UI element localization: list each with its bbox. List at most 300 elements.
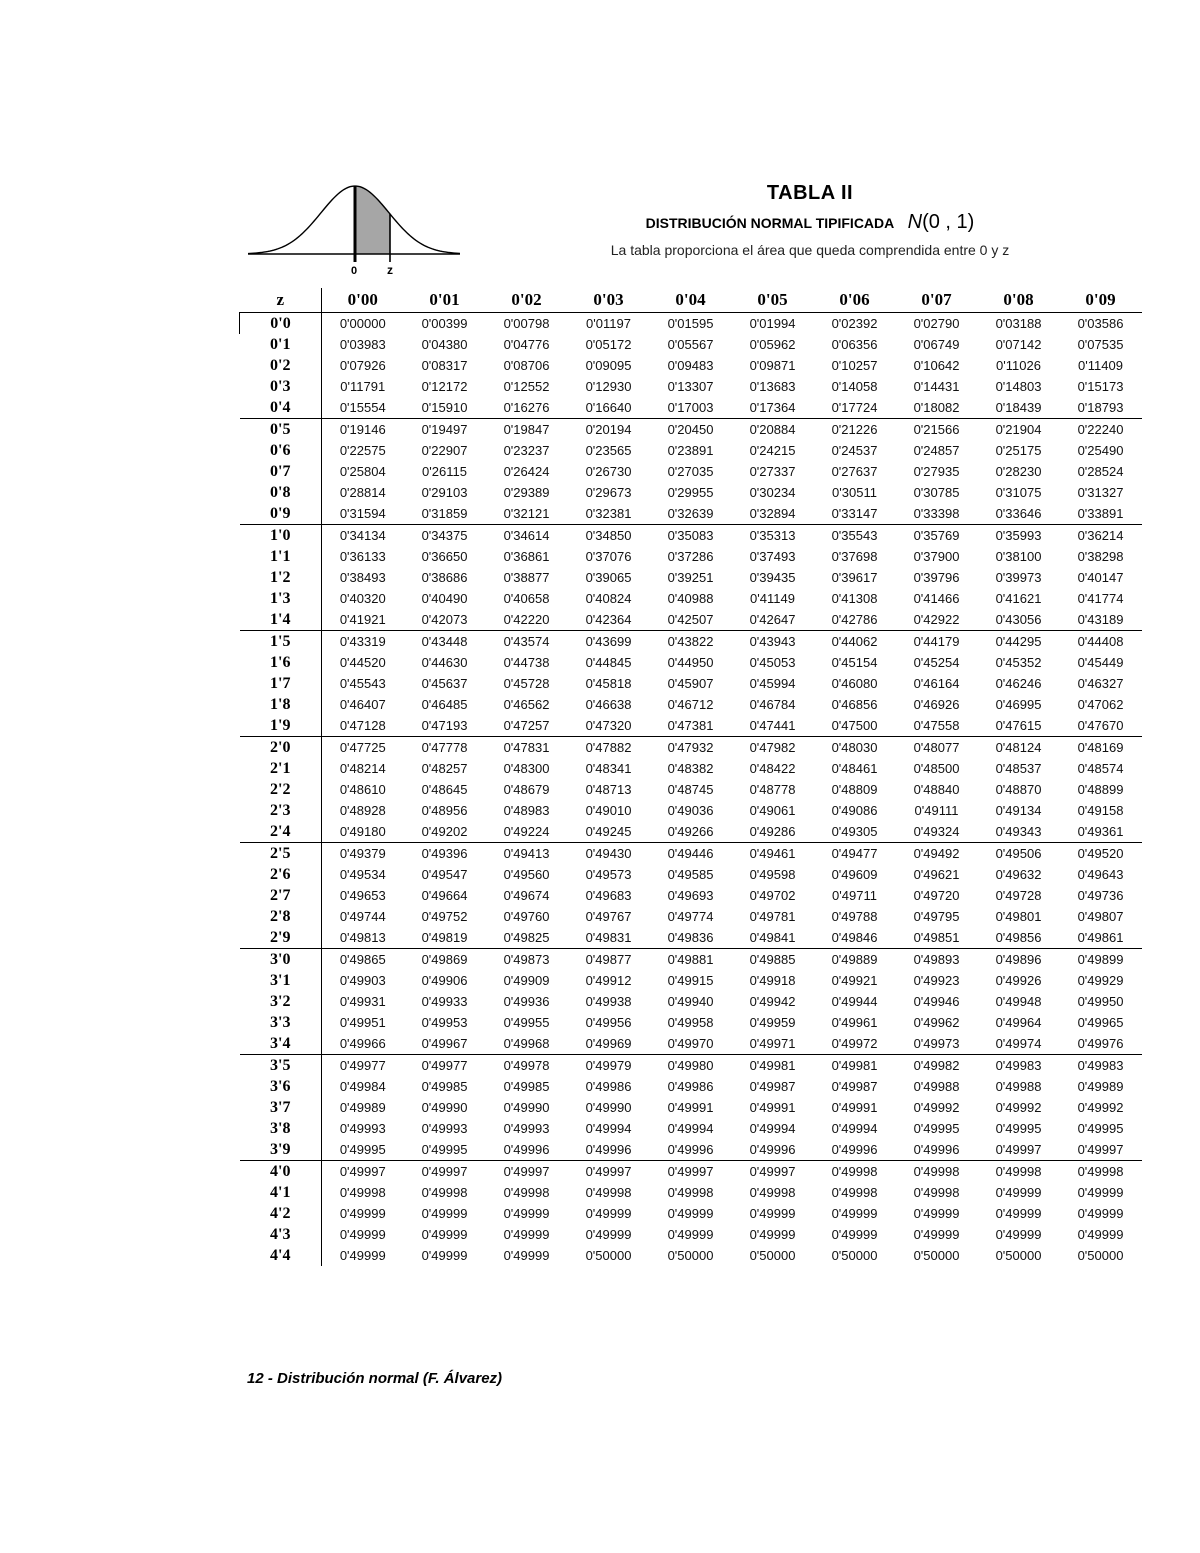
table-row (240, 1055, 1142, 1077)
table-cell: 0'45154 (831, 655, 878, 670)
table-cell: 0'35993 (978, 525, 1060, 547)
table-cell: 0'31075 (995, 485, 1042, 500)
table-cell: 0'47778 (404, 737, 486, 759)
table-cell: 0'32381 (585, 506, 632, 521)
table-cell: 0'49609 (831, 867, 878, 882)
table-row (240, 652, 1142, 673)
table-cell: 0'48870 (995, 782, 1042, 797)
table-cell: 0'17003 (667, 400, 714, 415)
table-cell: 0'48574 (1077, 761, 1124, 776)
table-cell: 0'28524 (1077, 464, 1124, 479)
table-row (240, 525, 1142, 547)
table-cell: 0'49983 (1060, 1055, 1142, 1077)
table-cell: 0'44062 (814, 631, 896, 653)
table-cell: 0'49999 (749, 1227, 796, 1242)
table-cell: 0'49825 (503, 930, 550, 945)
table-cell: 0'33646 (995, 506, 1042, 521)
table-cell: 0'40988 (667, 591, 714, 606)
table-row (240, 800, 1142, 821)
table-cell: 0'48341 (585, 761, 632, 776)
table-cell: 0'49990 (585, 1100, 632, 1115)
table-cell: 0'36133 (339, 549, 386, 564)
table-cell: 0'49998 (421, 1185, 468, 1200)
table-cell: 0'47725 (322, 737, 404, 759)
table-cell: 0'22240 (1060, 419, 1142, 441)
table-cell: 0'46562 (503, 697, 550, 712)
table-cell: 0'49995 (421, 1142, 468, 1157)
table-cell: 0'49912 (585, 973, 632, 988)
row-z-value: 0'8 (240, 482, 322, 503)
table-cell: 0'11791 (340, 379, 386, 394)
table-cell: 0'48809 (831, 782, 878, 797)
table-row (240, 779, 1142, 800)
table-cell: 0'02790 (896, 313, 978, 335)
table-cell: 0'49999 (995, 1185, 1042, 1200)
table-cell: 0'49999 (831, 1227, 878, 1242)
table-cell: 0'49999 (831, 1206, 878, 1221)
table-cell: 0'27035 (667, 464, 714, 479)
table-cell: 0'37286 (667, 549, 714, 564)
row-z-value: 1'6 (240, 652, 322, 673)
table-cell: 0'49936 (503, 994, 550, 1009)
table-cell: 0'49999 (667, 1206, 714, 1221)
table-cell: 0'40147 (1077, 570, 1124, 585)
table-cell: 0'49379 (322, 843, 404, 865)
table-cell: 0'46327 (1077, 676, 1124, 691)
table-cell: 0'49893 (896, 949, 978, 971)
table-cell: 0'46407 (339, 697, 386, 712)
table-cell: 0'43943 (732, 631, 814, 653)
table-cell: 0'40824 (585, 591, 632, 606)
table-cell: 0'49986 (585, 1079, 632, 1094)
table-cell: 0'49997 (650, 1161, 732, 1183)
table-cell: 0'49999 (421, 1227, 468, 1242)
table-cell: 0'49985 (503, 1079, 550, 1094)
table-cell: 0'49982 (896, 1055, 978, 1077)
table-cell: 0'16640 (585, 400, 632, 415)
table-row (240, 461, 1142, 482)
table-cell: 0'48030 (814, 737, 896, 759)
table-cell: 0'49877 (568, 949, 650, 971)
table-cell: 0'46638 (585, 697, 632, 712)
table-cell: 0'42507 (667, 612, 714, 627)
table-cell: 0'44520 (339, 655, 386, 670)
table-cell: 0'49959 (749, 1015, 796, 1030)
table-cell: 0'50000 (913, 1248, 960, 1263)
table-row (240, 419, 1142, 441)
table-cell: 0'49999 (421, 1206, 468, 1221)
table-cell: 0'43699 (568, 631, 650, 653)
table-cell: 0'07142 (995, 337, 1042, 352)
table-cell: 0'49988 (913, 1079, 960, 1094)
row-z-value: 2'2 (240, 779, 322, 800)
table-cell: 0'49560 (503, 867, 550, 882)
row-z-value: 0'9 (240, 503, 322, 525)
table-cell: 0'49996 (503, 1142, 550, 1157)
table-cell: 0'49965 (1077, 1015, 1124, 1030)
table-cell: 0'48077 (896, 737, 978, 759)
z-column-header: z (240, 288, 322, 313)
table-cell: 0'25175 (995, 443, 1042, 458)
table-cell: 0'50000 (667, 1248, 714, 1263)
row-z-value: 0'6 (240, 440, 322, 461)
table-cell: 0'23565 (585, 443, 632, 458)
table-cell: 0'49991 (667, 1100, 714, 1115)
table-cell: 0'11409 (1078, 358, 1123, 373)
z-table (239, 288, 1142, 1266)
column-header: 0'06 (814, 288, 896, 313)
table-body (240, 313, 1142, 1267)
table-cell: 0'19497 (404, 419, 486, 441)
table-cell: 0'00000 (322, 313, 404, 335)
table-cell: 0'03188 (978, 313, 1060, 335)
table-cell: 0'49999 (503, 1248, 550, 1263)
table-cell: 0'48500 (913, 761, 960, 776)
table-cell: 0'49534 (339, 867, 386, 882)
table-cell: 0'48713 (585, 782, 632, 797)
row-z-value: 2'5 (240, 843, 322, 865)
row-z-value: 3'7 (240, 1097, 322, 1118)
table-cell: 0'34375 (404, 525, 486, 547)
row-z-value: 1'2 (240, 567, 322, 588)
table-cell: 0'49977 (322, 1055, 404, 1077)
table-cell: 0'30234 (749, 485, 796, 500)
table-cell: 0'24537 (831, 443, 878, 458)
table-row (240, 440, 1142, 461)
table-cell: 0'49997 (995, 1142, 1042, 1157)
table-cell: 0'12172 (421, 379, 468, 394)
table-cell: 0'49944 (831, 994, 878, 1009)
table-cell: 0'49955 (503, 1015, 550, 1030)
table-cell: 0'49869 (404, 949, 486, 971)
table-cell: 0'38877 (503, 570, 550, 585)
table-cell: 0'46926 (913, 697, 960, 712)
table-cell: 0'24215 (749, 443, 796, 458)
table-cell: 0'09871 (749, 358, 796, 373)
row-z-value: 3'8 (240, 1118, 322, 1139)
table-cell: 0'45907 (667, 676, 714, 691)
table-cell: 0'49819 (421, 930, 468, 945)
table-cell: 0'49968 (503, 1036, 550, 1051)
table-cell: 0'49978 (486, 1055, 568, 1077)
table-cell: 0'49997 (1077, 1142, 1124, 1157)
table-cell: 0'49506 (978, 843, 1060, 865)
footer: 12 - Distribución normal (F. Álvarez) (247, 1370, 503, 1387)
row-z-value: 0'7 (240, 461, 322, 482)
table-cell: 0'49981 (732, 1055, 814, 1077)
table-cell: 0'04380 (421, 337, 468, 352)
table-cell: 0'48537 (995, 761, 1042, 776)
table-cell: 0'24857 (913, 443, 960, 458)
table-cell: 0'41466 (913, 591, 960, 606)
table-cell: 0'49981 (814, 1055, 896, 1077)
table-cell: 0'48300 (503, 761, 550, 776)
table-cell: 0'49940 (667, 994, 714, 1009)
table-cell: 0'48257 (421, 761, 468, 776)
table-cell: 0'49795 (913, 909, 960, 924)
table-cell: 0'49881 (650, 949, 732, 971)
column-header: 0'02 (486, 288, 568, 313)
table-cell: 0'49598 (749, 867, 796, 882)
table-cell: 0'13307 (667, 379, 714, 394)
table-cell: 0'49286 (749, 824, 796, 839)
table-cell: 0'49997 (322, 1161, 404, 1183)
table-cell: 0'14803 (995, 379, 1042, 394)
table-cell: 0'20194 (568, 419, 650, 441)
table-cell: 0'27935 (913, 464, 960, 479)
table-cell: 0'29673 (585, 485, 632, 500)
table-cell: 0'49767 (585, 909, 632, 924)
table-cell: 0'32639 (667, 506, 714, 521)
table-cell: 0'49998 (749, 1185, 796, 1200)
table-cell: 0'35313 (732, 525, 814, 547)
table-cell: 0'48778 (749, 782, 796, 797)
table-cell: 0'49664 (421, 888, 468, 903)
table-cell: 0'49921 (831, 973, 878, 988)
table-cell: 0'07535 (1077, 337, 1124, 352)
table-cell: 0'35083 (650, 525, 732, 547)
table-cell: 0'49621 (913, 867, 960, 882)
table-cell: 0'49989 (1077, 1079, 1124, 1094)
table-cell: 0'14058 (831, 379, 878, 394)
table-cell: 0'38100 (995, 549, 1042, 564)
table-cell: 0'49998 (896, 1161, 978, 1183)
table-cell: 0'43448 (404, 631, 486, 653)
table-cell: 0'49781 (749, 909, 796, 924)
table-cell: 0'49923 (913, 973, 960, 988)
table-cell: 0'47128 (339, 718, 386, 733)
table-cell: 0'49979 (568, 1055, 650, 1077)
table-cell: 0'49969 (585, 1036, 632, 1051)
table-cell: 0'49861 (1077, 930, 1124, 945)
table-cell: 0'47932 (650, 737, 732, 759)
table-cell: 0'49953 (421, 1015, 468, 1030)
table-row (240, 991, 1142, 1012)
row-z-value: 4'2 (240, 1203, 322, 1224)
table-cell: 0'49998 (831, 1185, 878, 1200)
table-cell: 0'49831 (585, 930, 632, 945)
table-cell: 0'49720 (913, 888, 960, 903)
table-cell: 0'05567 (667, 337, 714, 352)
table-cell: 0'33398 (913, 506, 960, 521)
table-cell: 0'49693 (667, 888, 714, 903)
table-cell: 0'47193 (421, 718, 468, 733)
table-cell: 0'32121 (503, 506, 550, 521)
table-cell: 0'13683 (749, 379, 796, 394)
table-cell: 0'49997 (404, 1161, 486, 1183)
table-row (240, 1245, 1142, 1266)
table-cell: 0'49396 (404, 843, 486, 865)
table-cell: 0'08317 (421, 358, 468, 373)
table-row (240, 821, 1142, 843)
table-cell: 0'49996 (749, 1142, 796, 1157)
table-cell: 0'49997 (732, 1161, 814, 1183)
table-row (240, 1161, 1142, 1183)
table-cell: 0'49999 (1077, 1185, 1124, 1200)
table-cell: 0'49999 (421, 1248, 468, 1263)
table-cell: 0'00798 (486, 313, 568, 335)
table-cell: 0'49896 (978, 949, 1060, 971)
table-cell: 0'28230 (995, 464, 1042, 479)
table-cell: 0'49998 (1060, 1161, 1142, 1183)
table-cell: 0'49865 (322, 949, 404, 971)
table-cell: 0'44630 (421, 655, 468, 670)
table-cell: 0'49980 (650, 1055, 732, 1077)
table-cell: 0'49547 (421, 867, 468, 882)
table-row (240, 758, 1142, 779)
table-cell: 0'49061 (749, 803, 796, 818)
table-cell: 0'49446 (650, 843, 732, 865)
table-cell: 0'49929 (1077, 973, 1124, 988)
table-cell: 0'43189 (1077, 612, 1124, 627)
table-cell: 0'49992 (913, 1100, 960, 1115)
table-cell: 0'49946 (913, 994, 960, 1009)
table-cell: 0'47320 (585, 718, 632, 733)
table-cell: 0'49933 (421, 994, 468, 1009)
table-cell: 0'35543 (814, 525, 896, 547)
table-cell: 0'49999 (1077, 1206, 1124, 1221)
table-cell: 0'21226 (814, 419, 896, 441)
table-cell: 0'49964 (995, 1015, 1042, 1030)
table-cell: 0'49931 (339, 994, 386, 1009)
table-cell: 0'15910 (421, 400, 468, 415)
table-cell: 0'49926 (995, 973, 1042, 988)
table-cell: 0'49492 (896, 843, 978, 865)
table-cell: 0'19847 (486, 419, 568, 441)
table-cell: 0'49938 (585, 994, 632, 1009)
table-cell: 0'49906 (421, 973, 468, 988)
table-cell: 0'18082 (913, 400, 960, 415)
table-cell: 0'49992 (995, 1100, 1042, 1115)
row-z-value: 4'4 (240, 1245, 322, 1266)
table-row (240, 1118, 1142, 1139)
table-cell: 0'06749 (913, 337, 960, 352)
table-cell: 0'49970 (667, 1036, 714, 1051)
table-cell: 0'21904 (978, 419, 1060, 441)
table-cell: 0'49951 (339, 1015, 386, 1030)
table-cell: 0'46246 (995, 676, 1042, 691)
table-cell: 0'49999 (503, 1227, 550, 1242)
table-cell: 0'48610 (339, 782, 386, 797)
table-cell: 0'46856 (831, 697, 878, 712)
table-cell: 0'32894 (749, 506, 796, 521)
table-cell: 0'49245 (585, 824, 632, 839)
table-cell: 0'49999 (339, 1248, 386, 1263)
table-row (240, 1076, 1142, 1097)
row-z-value: 2'0 (240, 737, 322, 759)
row-z-value: 0'3 (240, 376, 322, 397)
table-cell: 0'49998 (978, 1161, 1060, 1183)
table-cell: 0'49967 (421, 1036, 468, 1051)
table-row (240, 503, 1142, 525)
table-cell: 0'44950 (667, 655, 714, 670)
table-cell: 0'36214 (1060, 525, 1142, 547)
table-cell: 0'49903 (339, 973, 386, 988)
row-z-value: 2'9 (240, 927, 322, 949)
normal-curve-figure (248, 178, 460, 278)
table-cell: 0'49956 (585, 1015, 632, 1030)
row-z-value: 0'1 (240, 334, 322, 355)
table-cell: 0'48983 (503, 803, 550, 818)
distribution-label (908, 211, 975, 233)
table-cell: 0'48679 (503, 782, 550, 797)
column-header: 0'05 (732, 288, 814, 313)
table-cell: 0'49996 (831, 1142, 878, 1157)
label-z: z (387, 263, 393, 277)
table-cell: 0'49994 (667, 1121, 714, 1136)
table-cell: 0'05962 (749, 337, 796, 352)
table-cell: 0'49998 (503, 1185, 550, 1200)
row-z-value: 2'8 (240, 906, 322, 927)
table-cell: 0'48928 (339, 803, 386, 818)
table-cell: 0'14431 (913, 379, 960, 394)
description: La tabla proporciona el área que queda comprendida entre 0 y z (610, 242, 1010, 258)
row-z-value: 1'7 (240, 673, 322, 694)
table-cell: 0'49996 (667, 1142, 714, 1157)
table-cell: 0'50000 (749, 1248, 796, 1263)
table-cell: 0'29955 (667, 485, 714, 500)
table-cell: 0'36650 (421, 549, 468, 564)
row-z-value: 3'6 (240, 1076, 322, 1097)
table-cell: 0'49961 (831, 1015, 878, 1030)
table-cell: 0'47381 (667, 718, 714, 733)
table-cell: 0'42922 (913, 612, 960, 627)
table-cell: 0'49134 (995, 803, 1042, 818)
table-cell: 0'40658 (503, 591, 550, 606)
row-z-value: 0'2 (240, 355, 322, 376)
table-cell: 0'49992 (1077, 1100, 1124, 1115)
table-cell: 0'20884 (732, 419, 814, 441)
table-cell: 0'12930 (585, 379, 632, 394)
table-cell: 0'49266 (667, 824, 714, 839)
table-cell: 0'46995 (995, 697, 1042, 712)
table-row (240, 1097, 1142, 1118)
table-cell: 0'49988 (995, 1079, 1042, 1094)
table-cell: 0'41149 (750, 591, 795, 606)
table-row (240, 906, 1142, 927)
table-cell: 0'25490 (1077, 443, 1124, 458)
table-cell: 0'49990 (503, 1100, 550, 1115)
table-cell: 0'46164 (913, 676, 960, 691)
column-header: 0'03 (568, 288, 650, 313)
table-cell: 0'36861 (503, 549, 550, 564)
table-cell: 0'33891 (1077, 506, 1124, 521)
table-cell: 0'49995 (995, 1121, 1042, 1136)
table-cell: 0'37900 (913, 549, 960, 564)
table-cell: 0'49973 (913, 1036, 960, 1051)
table-cell: 0'49343 (995, 824, 1042, 839)
table-cell: 0'12552 (503, 379, 550, 394)
table-cell: 0'49994 (749, 1121, 796, 1136)
row-z-value: 1'3 (240, 588, 322, 609)
table-cell: 0'01595 (650, 313, 732, 335)
table-cell: 0'49995 (913, 1121, 960, 1136)
table-cell: 0'43056 (995, 612, 1042, 627)
table-cell: 0'39065 (585, 570, 632, 585)
column-header: 0'08 (978, 288, 1060, 313)
dist-letter: N (907, 211, 923, 233)
table-cell: 0'45818 (585, 676, 632, 691)
table-row (240, 949, 1142, 971)
table-cell: 0'47441 (749, 718, 796, 733)
table-cell: 0'49962 (913, 1015, 960, 1030)
table-cell: 0'49990 (421, 1100, 468, 1115)
row-z-value: 4'0 (240, 1161, 322, 1183)
row-z-value: 2'4 (240, 821, 322, 843)
table-cell: 0'49889 (814, 949, 896, 971)
table-cell: 0'49915 (667, 973, 714, 988)
table-cell: 0'18793 (1077, 400, 1124, 415)
